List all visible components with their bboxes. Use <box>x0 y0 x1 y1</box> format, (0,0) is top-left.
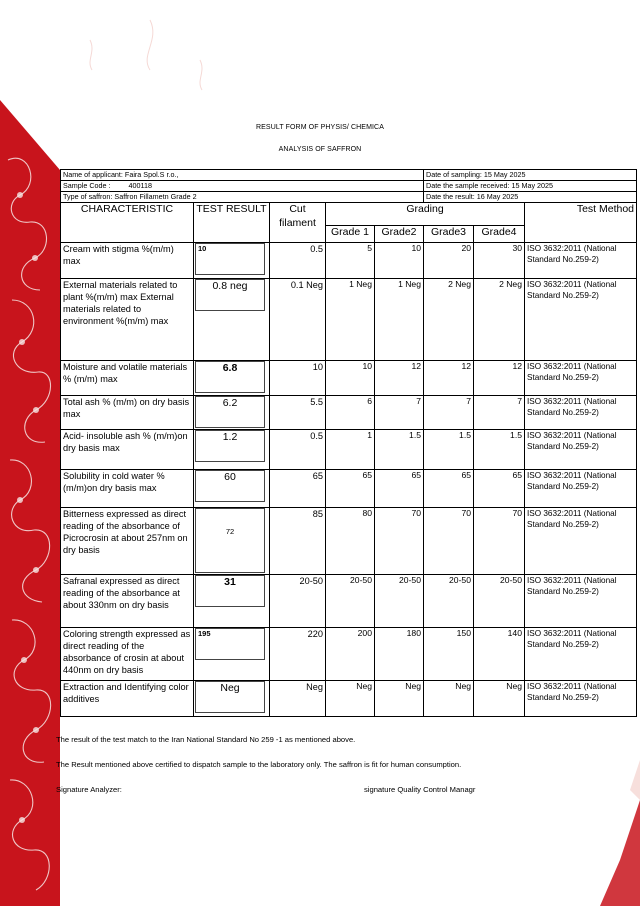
saffron-type-cell: Type of saffron: Saffron Fillametn Grade 2 <box>61 192 424 203</box>
table-row <box>61 681 637 717</box>
characteristic-cell: Safranal expressed as direct reading of the absorbance at about 330nm on dry basis <box>61 575 194 628</box>
grade1-cell: 1 <box>326 430 375 470</box>
test-result-cell <box>194 279 270 361</box>
cut-filament-cell: 20-50 <box>270 575 326 628</box>
characteristic-cell: External materials related to plant %(m/m) max External materials related to environment %(m/m) max <box>61 279 194 361</box>
cut-filament-header: Cut filament <box>270 203 326 243</box>
signature-qc-manager: signature Quality Control Managr <box>364 785 476 794</box>
cut-filament-cell: 10 <box>270 361 326 396</box>
date-received-cell: Date the sample received: 15 May 2025 <box>424 181 637 192</box>
test-result-cell <box>194 628 270 681</box>
grade1-cell: 6 <box>326 396 375 430</box>
grade2-cell: 70 <box>375 508 424 575</box>
test-method-cell: ISO 3632:2011 (National Standard No.259-2) <box>525 628 637 681</box>
grade2-cell: 65 <box>375 470 424 508</box>
grade3-cell: 70 <box>424 508 474 575</box>
table-row <box>61 361 637 396</box>
grade2-cell: Neg <box>375 681 424 717</box>
test-method-cell: ISO 3632:2011 (National Standard No.259-2) <box>525 575 637 628</box>
characteristic-header: CHARACTERISTIC <box>61 203 194 243</box>
characteristic-cell: Coloring strength expressed as direct reading of the absorbance of crosin at about 440nm on dry basis <box>61 628 194 681</box>
test-method-header: Test Method <box>525 203 637 243</box>
test-result-header: TEST RESULT <box>194 203 270 243</box>
grade3-cell: 1.5 <box>424 430 474 470</box>
characteristic-cell: Total ash % (m/m) on dry basis max <box>61 396 194 430</box>
test-result-cell-value: 72 <box>195 508 265 573</box>
test-result-cell-value: 6.2 <box>195 396 265 428</box>
grade1-cell: 5 <box>326 243 375 279</box>
test-result-cell <box>194 508 270 575</box>
grade2-cell: 12 <box>375 361 424 396</box>
characteristic-cell: Acid- insoluble ash % (m/m)on dry basis max <box>61 430 194 470</box>
grade1-cell: Neg <box>326 681 375 717</box>
grade1-cell: 65 <box>326 470 375 508</box>
grade3-cell: 7 <box>424 396 474 430</box>
cut-filament-cell: 85 <box>270 508 326 575</box>
grade2-cell: 10 <box>375 243 424 279</box>
table-row <box>61 396 637 430</box>
form-title: RESULT FORM OF PHYSIS/ CHEMICA <box>256 124 384 131</box>
test-method-cell: ISO 3632:2011 (National Standard No.259-2) <box>525 681 637 717</box>
test-result-cell <box>194 430 270 470</box>
test-result-cell <box>194 361 270 396</box>
test-method-cell: ISO 3632:2011 (National Standard No.259-2) <box>525 243 637 279</box>
test-result-cell-value: 60 <box>195 470 265 502</box>
cut-filament-cell: 5.5 <box>270 396 326 430</box>
test-result-cell-value: 10 <box>195 243 265 275</box>
grade3-cell: 20-50 <box>424 575 474 628</box>
grade1-header: Grade 1 <box>326 226 375 243</box>
grade1-cell: 10 <box>326 361 375 396</box>
test-result-cell-value: Neg <box>195 681 265 713</box>
test-result-cell-value: 6.8 <box>195 361 265 393</box>
grade4-cell: 2 Neg <box>474 279 525 361</box>
grade2-cell: 180 <box>375 628 424 681</box>
test-method-cell: ISO 3632:2011 (National Standard No.259-2) <box>525 470 637 508</box>
grading-header: Grading <box>326 203 525 226</box>
grade2-cell: 1.5 <box>375 430 424 470</box>
sample-code-cell <box>61 181 424 192</box>
characteristic-cell: Bitterness expressed as direct reading of the absorbance of Picrocrosin at about 257nm on dry basis <box>61 508 194 575</box>
grade3-cell: 2 Neg <box>424 279 474 361</box>
grade3-cell: 20 <box>424 243 474 279</box>
test-method-cell: ISO 3632:2011 (National Standard No.259-2) <box>525 361 637 396</box>
grade1-cell: 200 <box>326 628 375 681</box>
grade4-cell: 70 <box>474 508 525 575</box>
table-row <box>61 243 637 279</box>
grade4-cell: 65 <box>474 470 525 508</box>
standard-note: The result of the test match to the Iran National Standard No 259 -1 as mentioned above. <box>56 735 356 744</box>
grade3-header: Grade3 <box>424 226 474 243</box>
test-result-cell <box>194 681 270 717</box>
grade1-cell: 80 <box>326 508 375 575</box>
grade1-cell: 1 Neg <box>326 279 375 361</box>
test-result-cell-value: 0.8 neg <box>195 279 265 311</box>
table-row <box>61 279 637 361</box>
test-result-cell <box>194 396 270 430</box>
cut-filament-cell: 0.5 <box>270 430 326 470</box>
grade2-header: Grade2 <box>375 226 424 243</box>
test-result-cell-value: 31 <box>195 575 265 607</box>
characteristic-cell: Cream with stigma %(m/m) max <box>61 243 194 279</box>
grade2-cell: 7 <box>375 396 424 430</box>
grade3-cell: 65 <box>424 470 474 508</box>
cut-filament-cell: 220 <box>270 628 326 681</box>
grade3-cell: Neg <box>424 681 474 717</box>
table-row <box>61 628 637 681</box>
grade4-cell: Neg <box>474 681 525 717</box>
table-row <box>61 470 637 508</box>
grade4-header: Grade4 <box>474 226 525 243</box>
table-row <box>61 575 637 628</box>
grade3-cell: 150 <box>424 628 474 681</box>
cut-filament-cell: 0.1 Neg <box>270 279 326 361</box>
test-method-cell: ISO 3632:2011 (National Standard No.259-2) <box>525 508 637 575</box>
grade4-cell: 140 <box>474 628 525 681</box>
date-sampling-cell: Date of sampling: 15 May 2025 <box>424 170 637 181</box>
test-result-cell-value: 195 <box>195 628 265 660</box>
analysis-table <box>60 169 637 717</box>
sample-code-label: Sample Code : <box>63 181 111 190</box>
certification-note: The Result mentioned above certified to dispatch sample to the laboratory only. The saffron is fit for human consumption. <box>56 760 462 769</box>
grade4-cell: 30 <box>474 243 525 279</box>
table-row <box>61 430 637 470</box>
grade1-cell: 20-50 <box>326 575 375 628</box>
sample-code-value: 400118 <box>128 181 152 190</box>
grade4-cell: 1.5 <box>474 430 525 470</box>
characteristic-cell: Moisture and volatile materials % (m/m) max <box>61 361 194 396</box>
cut-filament-cell: 0.5 <box>270 243 326 279</box>
test-result-cell <box>194 243 270 279</box>
cut-filament-cell: Neg <box>270 681 326 717</box>
red-floral-border <box>0 0 60 906</box>
grade4-cell: 7 <box>474 396 525 430</box>
test-method-cell: ISO 3632:2011 (National Standard No.259-2) <box>525 279 637 361</box>
date-result-cell: Date the result: 16 May 2025 <box>424 192 637 203</box>
cut-filament-cell: 65 <box>270 470 326 508</box>
characteristic-cell: Extraction and Identifying color additives <box>61 681 194 717</box>
table-row <box>61 508 637 575</box>
signature-analyzer: Signature Analyzer: <box>56 785 122 794</box>
test-result-cell <box>194 470 270 508</box>
grade2-cell: 20-50 <box>375 575 424 628</box>
test-result-cell-value: 1.2 <box>195 430 265 462</box>
characteristic-cell: Solubility in cold water %(m/m)on dry basis max <box>61 470 194 508</box>
applicant-cell: Name of applicant: Faira Spol.S r.o., <box>61 170 424 181</box>
test-method-cell: ISO 3632:2011 (National Standard No.259-2) <box>525 396 637 430</box>
grade4-cell: 20-50 <box>474 575 525 628</box>
test-method-cell: ISO 3632:2011 (National Standard No.259-2) <box>525 430 637 470</box>
grade3-cell: 12 <box>424 361 474 396</box>
test-result-cell <box>194 575 270 628</box>
grade2-cell: 1 Neg <box>375 279 424 361</box>
grade4-cell: 12 <box>474 361 525 396</box>
form-subtitle: ANALYSIS OF SAFFRON <box>278 146 362 153</box>
